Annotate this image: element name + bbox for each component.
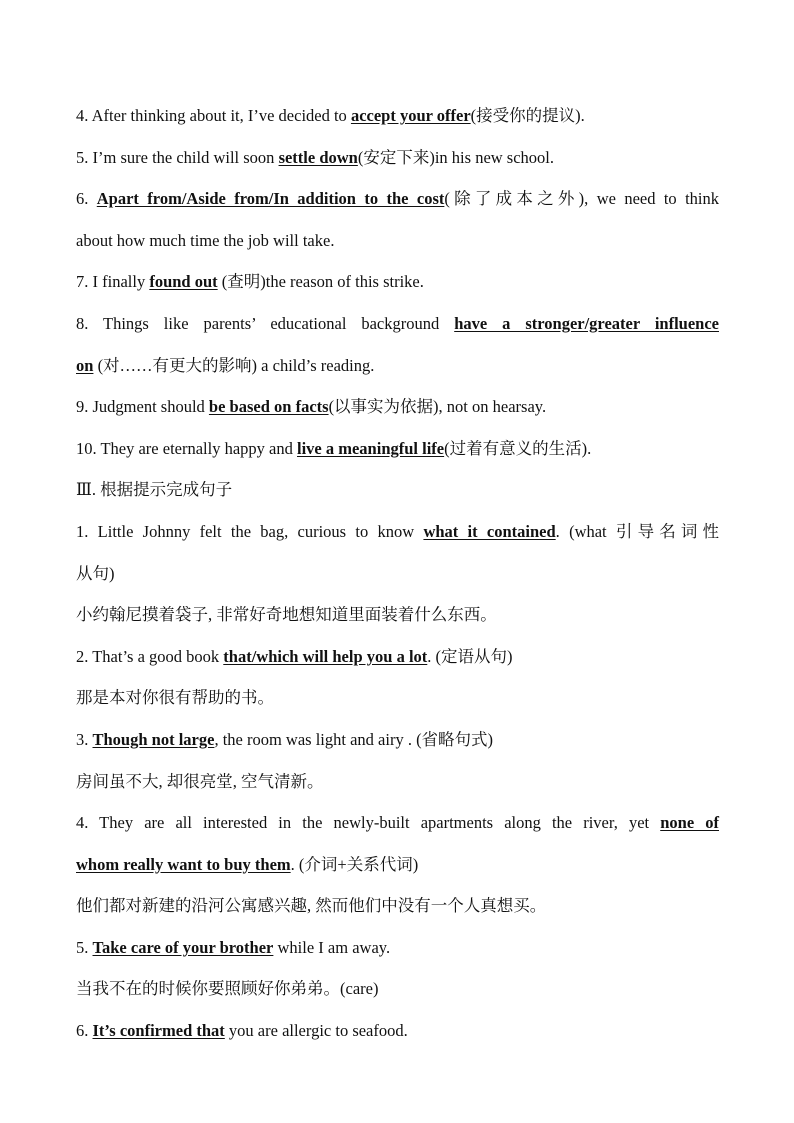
text-line: [76, 553, 719, 595]
line-text: 4. After thinking about it, I’ve decided to: [76, 106, 351, 125]
text-line: [76, 511, 719, 553]
exercise-lines: [76, 95, 719, 1052]
line-text: 小约翰尼摸着袋子, 非常好奇地想知道里面装着什么东西。: [76, 605, 497, 625]
text-line: [76, 303, 719, 345]
text-line: [76, 428, 719, 470]
text-line: [76, 968, 719, 1010]
text-line: [76, 719, 719, 761]
answer-text: Though not large: [92, 729, 215, 749]
line-text: 4. They are all interested in the newly-built apartments along the river, yet: [76, 813, 661, 833]
line-text: (查明)the reason of this strike.: [217, 272, 424, 292]
answer-text: Take care of your brother: [92, 937, 274, 957]
answer-text: on: [76, 355, 94, 375]
line-text: (过着有意义的生活).: [444, 438, 592, 458]
line-text: 当我不在的时候你要照顾好你弟弟。(care): [76, 979, 379, 999]
line-text: (接受你的提议).: [470, 106, 585, 125]
text-line: [76, 220, 719, 262]
line-text: 6.: [76, 1021, 93, 1041]
answer-text: that/which will help you a lot: [223, 646, 428, 666]
text-line: [76, 178, 719, 220]
answer-text: live a meaningful life: [297, 438, 445, 458]
line-text: 3.: [76, 729, 93, 749]
line-text: Ⅲ. 根据提示完成句子: [76, 480, 233, 500]
text-line: [76, 261, 719, 303]
line-text: 1. Little Johnny felt the bag, curious to know: [76, 521, 424, 541]
answer-text: found out: [149, 272, 218, 292]
line-text: (安定下来)in his new school.: [357, 147, 555, 167]
line-text: 5.: [76, 937, 93, 957]
text-line: [76, 636, 719, 678]
answer-text: what it contained: [423, 521, 556, 541]
document-page: [76, 95, 719, 1052]
text-line: [76, 761, 719, 803]
line-text: (对……有更大的影响) a child’s reading.: [93, 355, 375, 375]
line-text: . (介词+关系代词): [290, 854, 419, 874]
line-text: (以事实为依据), not on hearsay.: [328, 397, 547, 417]
line-text: . (定语从句): [427, 646, 513, 666]
line-text: . (what 引导名词性: [555, 521, 720, 541]
line-text: 从句): [76, 563, 115, 583]
line-text: about how much time the job will take.: [76, 230, 335, 250]
text-line: [76, 594, 719, 636]
answer-text: It’s confirmed that: [92, 1021, 225, 1041]
line-text: 6.: [76, 189, 97, 209]
text-line: [76, 95, 719, 137]
answer-text: settle down: [278, 147, 358, 167]
text-line: [76, 137, 719, 179]
line-text: 9. Judgment should: [76, 397, 209, 417]
text-line: [76, 677, 719, 719]
line-text: , the room was light and airy . (省略句式): [214, 729, 494, 749]
line-text: 5. I’m sure the child will soon: [76, 147, 279, 167]
line-text: 他们都对新建的沿河公寓感兴趣, 然而他们中没有一个人真想买。: [76, 896, 547, 916]
answer-text: be based on facts: [208, 397, 329, 417]
text-line: [76, 386, 719, 428]
answer-text: none of: [660, 813, 719, 833]
text-line: [76, 1010, 719, 1052]
answer-text: Apart from/Aside from/In addition to the cost: [96, 189, 445, 209]
text-line: [76, 469, 719, 511]
text-line: [76, 345, 719, 387]
line-text: 7. I finally: [76, 272, 150, 292]
text-line: [76, 885, 719, 927]
line-text: while I am away.: [273, 937, 391, 957]
line-text: 那是本对你很有帮助的书。: [76, 688, 274, 708]
line-text: 8. Things like parents’ educational background: [76, 313, 455, 333]
line-text: (除了成本之外), we need to think: [444, 189, 719, 209]
answer-text: whom really want to buy them: [76, 854, 291, 874]
text-line: [76, 844, 719, 886]
line-text: 房间虽不大, 却很亮堂, 空气清新。: [76, 771, 324, 791]
line-text: 10. They are eternally happy and: [76, 438, 297, 458]
line-text: you are allergic to seafood.: [224, 1021, 408, 1041]
answer-text: accept your offer: [350, 106, 471, 125]
answer-text: have a stronger/greater influence: [454, 313, 719, 333]
text-line: [76, 927, 719, 969]
line-text: 2. That’s a good book: [76, 646, 224, 666]
text-line: [76, 802, 719, 844]
